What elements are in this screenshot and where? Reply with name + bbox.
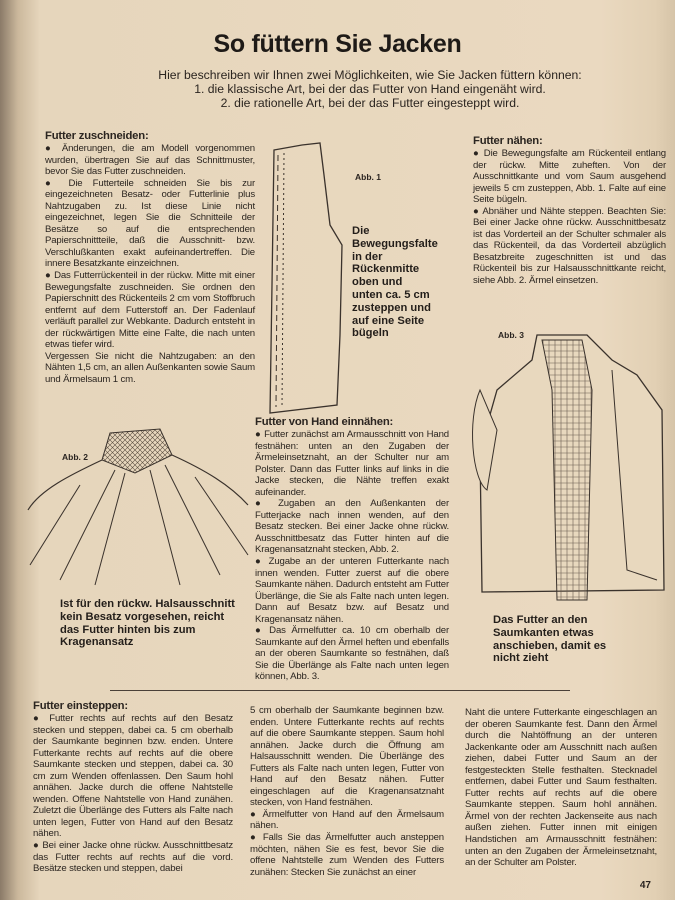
figure-label: Abb. 3	[498, 330, 524, 340]
figure-caption: Ist für den rückw. Halsausschnitt kein Besatz vorgesehen, reicht das Futter hinten bis zum Kragenansatz	[60, 598, 235, 649]
figure-label: Abb. 2	[62, 452, 88, 462]
figure-caption: Das Futter an den Saumkanten etwas anschieben, damit es nicht zieht	[493, 614, 607, 665]
heading: Futter von Hand einnähen:	[255, 416, 394, 428]
section-einsteppen-col1	[33, 700, 233, 875]
intro	[150, 68, 590, 110]
paragraph: ● Das Futterrückenteil in der rückw. Mitte mit einer Bewegungsfalte zuschneiden. Sie ordnen den Papierschnitt des Rückenteils 2 cm vom Stoffbruch entfernt auf dem Futterstoff an. Der Fadenlauf verläuft parallel zur Webkante. Dadurch entsteht in der rückwärtigen Mitte eine Falte, die nach unten etwas tiefer wird.	[45, 270, 255, 351]
paragraph: ● Futter zunächst am Armausschnitt von Hand festnähen: unten an den Zugaben der Ärmeleinsetznaht, an der Schulter nur am Polster. Dann das Futter links auf links in die Jacke stecken, die Nähte treffen exakt aufeinander.	[255, 429, 449, 498]
paragraph: ● Änderungen, die am Modell vorgenommen wurden, übertragen Sie auf das Schnittmuster, bevor Sie das Futter zuschneiden.	[45, 143, 255, 178]
heading: Futter einsteppen:	[33, 700, 128, 712]
figure-caption: Die Bewegungsfalte in der Rückenmitte oben und unten ca. 5 cm zusteppen und auf eine Seite bügeln	[352, 225, 438, 340]
paragraph: ● Zugabe an der unteren Futterkante nach innen wenden. Futter zuerst auf die obere Saumkante nähen. Dadurch entsteht am Futter Überlänge, die Sie als Falte nach unten legen. Dann auf Besatz bzw. auf Besatz und Kragenansatz nähen.	[255, 556, 449, 625]
paragraph: Vergessen Sie nicht die Nahtzugaben: an den Nähten 1,5 cm, an allen Außenkanten sowie Saum und Ärmelsaum 1 cm.	[45, 350, 255, 385]
heading: Futter nähen:	[473, 135, 543, 147]
paragraph: ● Abnäher und Nähte steppen. Beachten Sie: Bei einer Jacke ohne rückw. Ausschnittbesatz ist das Vorderteil an der Schulter schmaler als das Rückenteil, da das Vorderteil abzüglich Besatzbreite zugeschnitten ist und das Rückenteil bis zur Halsausschnittkante reicht, siehe Abb. 2. Ärmel einsetzen.	[473, 205, 666, 287]
figure-abb1-back-pattern	[262, 135, 352, 420]
paragraph: ● Ärmelfutter von Hand auf den Ärmelsaum nähen.	[250, 808, 444, 832]
paragraph: ● Falls Sie das Ärmelfutter auch ansteppen möchten, nähen Sie es fest, bevor Sie die offene Nahtstelle zum Wenden des Futters zunähen: Stecken Sie zunächst an einer	[250, 832, 444, 878]
section-einsteppen-col3	[465, 707, 657, 869]
section-naehen	[473, 135, 666, 287]
paragraph: ● Die Futterteile schneiden Sie bis zur eingezeichneten Besatz- oder Futterlinie plus Nahtzugaben zu. Ist diese Linie nicht eingezeichnet, legen Sie die Schnitteile der Besätze so auf die entsprechenden Papierschnittteile, daß die Ausschnitt- bzw. Verschlußkanten exakt aufeinandertreffen. Die innere Besatzkante einzeichnen.	[45, 177, 255, 270]
paragraph: Naht die untere Futterkante eingeschlagen an der oberen Saumkante fest. Dann den Ärmel durch die Nahtöffnung an der unteren Jackenkante oder am Ausschnitt nach außen ziehen, dabei Futter und Saum an der festgesteckten Stelle festhalten. Stecknadel entfernen, dabei Futter und Saum festhalten. Futter rechts auf rechts auf die obere Saumkante steppen. Saum hohl annähen. Ärmel von der rechten Jackenseite aus nach außen ziehen. Futter innen mit einigen Handstichen am Armausschnitt festnähen: unten an den Zugaben der Ärmeleinsetznaht, an der Schulter am Polster.	[465, 707, 657, 869]
paragraph: ● Futter rechts auf rechts auf den Besatz stecken und steppen, dabei ca. 5 cm oberhalb der Saumkante beginnen bzw. enden. Untere Futterkante rechts auf rechts auf die obere Saumkante stecken und steppen, dabei ca. 30 cm zum Wenden offenlassen. Den Saum hohl annähen. Jacke durch die offene Nahtstelle wenden. Offene Nahtstelle von Hand zunähen. Zuletzt die Überlänge des Futters als Falte nach unten legen, Futter von Hand auf den Besatz nähen.	[33, 713, 233, 840]
section-einsteppen-col2	[250, 705, 444, 878]
paragraph: ● Bei einer Jacke ohne rückw. Ausschnittbesatz das Futter rechts auf rechts auf die vord. Besätze stecken und steppen, dabei	[33, 840, 233, 875]
heading: Futter zuschneiden:	[45, 130, 149, 142]
section-zuschneiden	[45, 130, 255, 385]
section-hand	[255, 416, 449, 683]
page-number: 47	[639, 880, 651, 891]
divider	[110, 690, 570, 691]
intro-line: Hier beschreiben wir Ihnen zwei Möglichkeiten, wie Sie Jacken füttern können:	[158, 68, 582, 82]
intro-line: 2. die rationelle Art, bei der das Futter eingesteppt wird.	[220, 96, 520, 110]
paragraph: 5 cm oberhalb der Saumkante beginnen bzw. enden. Untere Futterkante rechts auf rechts auf die obere Saumkante steppen. Saum hohl annähen. Jacke durch die Öffnung am Halsausschnitt wenden. Die Überlänge des Futters als Falte nach unten legen, Futter von Hand auf den Besatz nähen. Futter eingeschlagen auf die Kragenansatznaht stecken, von Hand festnähen.	[250, 705, 444, 809]
paragraph: ● Die Bewegungsfalte am Rückenteil entlang der rückw. Mitte zuheften. Von der Ausschnittkante und vom Saum ausgehend jeweils 5 cm zusteppen, Abb. 1. Falte auf eine Seite bügeln.	[473, 148, 666, 206]
page-title: So füttern Sie Jacken	[213, 30, 462, 58]
paragraph: ● Zugaben an den Außenkanten der Futterjacke nach innen wenden, auf den Besatz stecken. Bei einer Jacke ohne rückw. Ausschnittbesatz das Futter hinten auf die Kragenansatznaht stecken, Abb. 2.	[255, 498, 449, 556]
figure-label: Abb. 1	[355, 172, 381, 182]
intro-line: 1. die klassische Art, bei der das Futter von Hand eingenäht wird.	[194, 82, 546, 96]
figure-abb3-jacket	[462, 330, 672, 612]
figure-abb2-neckline	[20, 415, 252, 590]
paragraph: ● Das Ärmelfutter ca. 10 cm oberhalb der Saumkante auf den Ärmel heften und ebenfalls an der oberen Saumkante so festnähen, daß Sie die Überlänge als Falte nach unten legen können, Abb. 3.	[255, 625, 449, 683]
